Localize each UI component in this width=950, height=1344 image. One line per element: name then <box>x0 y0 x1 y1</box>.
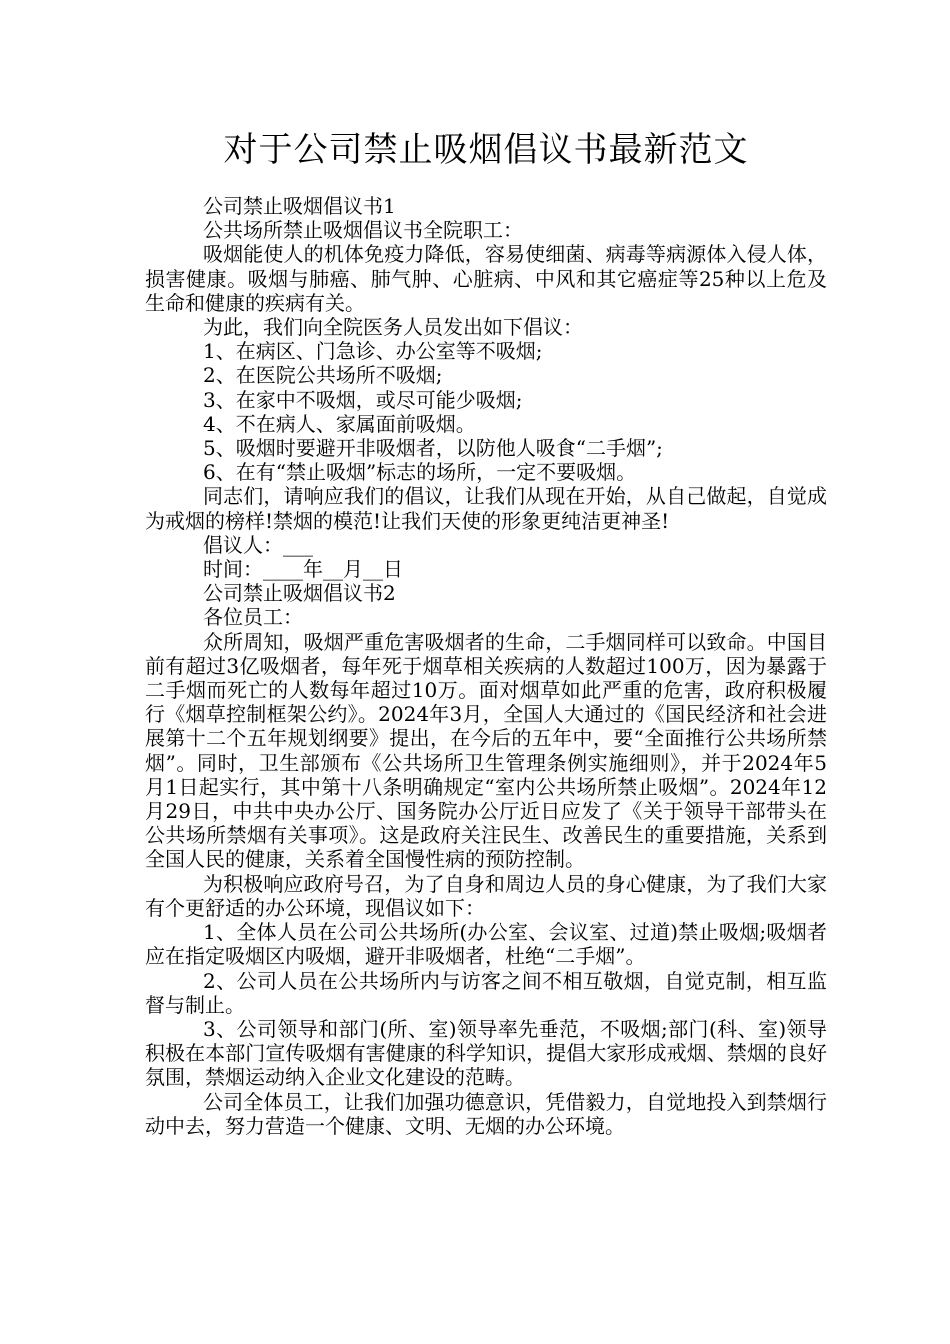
paragraph: 公司禁止吸烟倡议书1 <box>203 194 396 218</box>
paragraph: 1、在病区、门急诊、办公室等不吸烟; <box>203 339 543 364</box>
document-page <box>145 120 827 1138</box>
paragraph: 倡议人：___ <box>203 532 313 557</box>
paragraph: 各位员工： <box>203 605 303 630</box>
paragraph: 4、不在病人、家属面前吸烟。 <box>203 411 476 436</box>
paragraph: 5、吸烟时要避开非吸烟者，以防他人吸食“二手烟”; <box>203 436 663 461</box>
paragraph: 时间：____年__月__日 <box>203 557 403 582</box>
paragraph: 公司禁止吸烟倡议书2 <box>203 581 396 606</box>
document-body <box>145 194 827 1138</box>
paragraph: 公司全体员工，让我们加强功德意识，凭借毅力，自觉地投入到禁烟行动中去，努力营造一个健康、文明、无烟的办公环境。 <box>145 1089 827 1138</box>
paragraph: 公共场所禁止吸烟倡议书全院职工： <box>203 218 523 243</box>
paragraph: 6、在有“禁止吸烟”标志的场所，一定不要吸烟。 <box>203 460 637 485</box>
paragraph: 为积极响应政府号召，为了自身和周边人员的身心健康，为了我们大家有个更舒适的办公环境，现倡议如下： <box>145 871 827 920</box>
paragraph: 为此，我们向全院医务人员发出如下倡议： <box>203 315 583 340</box>
document-title: 对于公司禁止吸烟倡议书最新范文 <box>223 130 749 170</box>
paragraph: 2、公司人员在公共场所内与访客之间不相互敬烟，自觉克制，相互监督与制止。 <box>145 968 827 1017</box>
paragraph: 3、在家中不吸烟，或尽可能少吸烟; <box>203 387 523 412</box>
paragraph: 2、在医院公共场所不吸烟; <box>203 363 443 388</box>
paragraph: 众所周知，吸烟严重危害吸烟者的生命，二手烟同样可以致命。中国目前有超过3亿吸烟者，每年死于烟草相关疾病的人数超过100万，因为暴露于二手烟而死亡的人数每年超过10万。面对烟草如此严重的危害，政府积极履行《烟草控制框架公约》。2024年3月，全国人大通过的《国民经济和社会进展第十二个五年规划纲要》提出，在今后的五年中，要“全面推行公共场所禁烟”。同时，卫生部颁布《公共场所卫生管理条例实施细则》，并于2024年5月1日起实行，其中第十八条明确规定“室内公共场所禁止吸烟”。2024年12月29日，中共中央办公厅、国务院办公厅近日应发了《关于领导干部带头在公共场所禁烟有关事项》。这是政府关注民生、改善民生的重要措施，关系到全国人民的健康，关系着全国慢性病的预防控制。 <box>145 629 827 872</box>
paragraph: 同志们，请响应我们的倡议，让我们从现在开始，从自己做起，自觉成为戒烟的榜样!禁烟的模范!让我们天使的形象更纯洁更神圣! <box>145 484 827 533</box>
paragraph: 3、公司领导和部门(所、室)领导率先垂范，不吸烟;部门(科、室)领导积极在本部门宣传吸烟有害健康的科学知识，提倡大家形成戒烟、禁烟的良好氛围，禁烟运动纳入企业文化建设的范畴。 <box>145 1016 827 1090</box>
paragraph: 1、全体人员在公司公共场所(办公室、会议室、过道)禁止吸烟;吸烟者应在指定吸烟区内吸烟，避开非吸烟者，杜绝“二手烟”。 <box>145 920 827 969</box>
paragraph: 吸烟能使人的机体免疫力降低，容易使细菌、病毒等病源体入侵人体，损害健康。吸烟与肺癌、肺气肿、心脏病、中风和其它癌症等25种以上危及生命和健康的疾病有关。 <box>145 242 827 315</box>
